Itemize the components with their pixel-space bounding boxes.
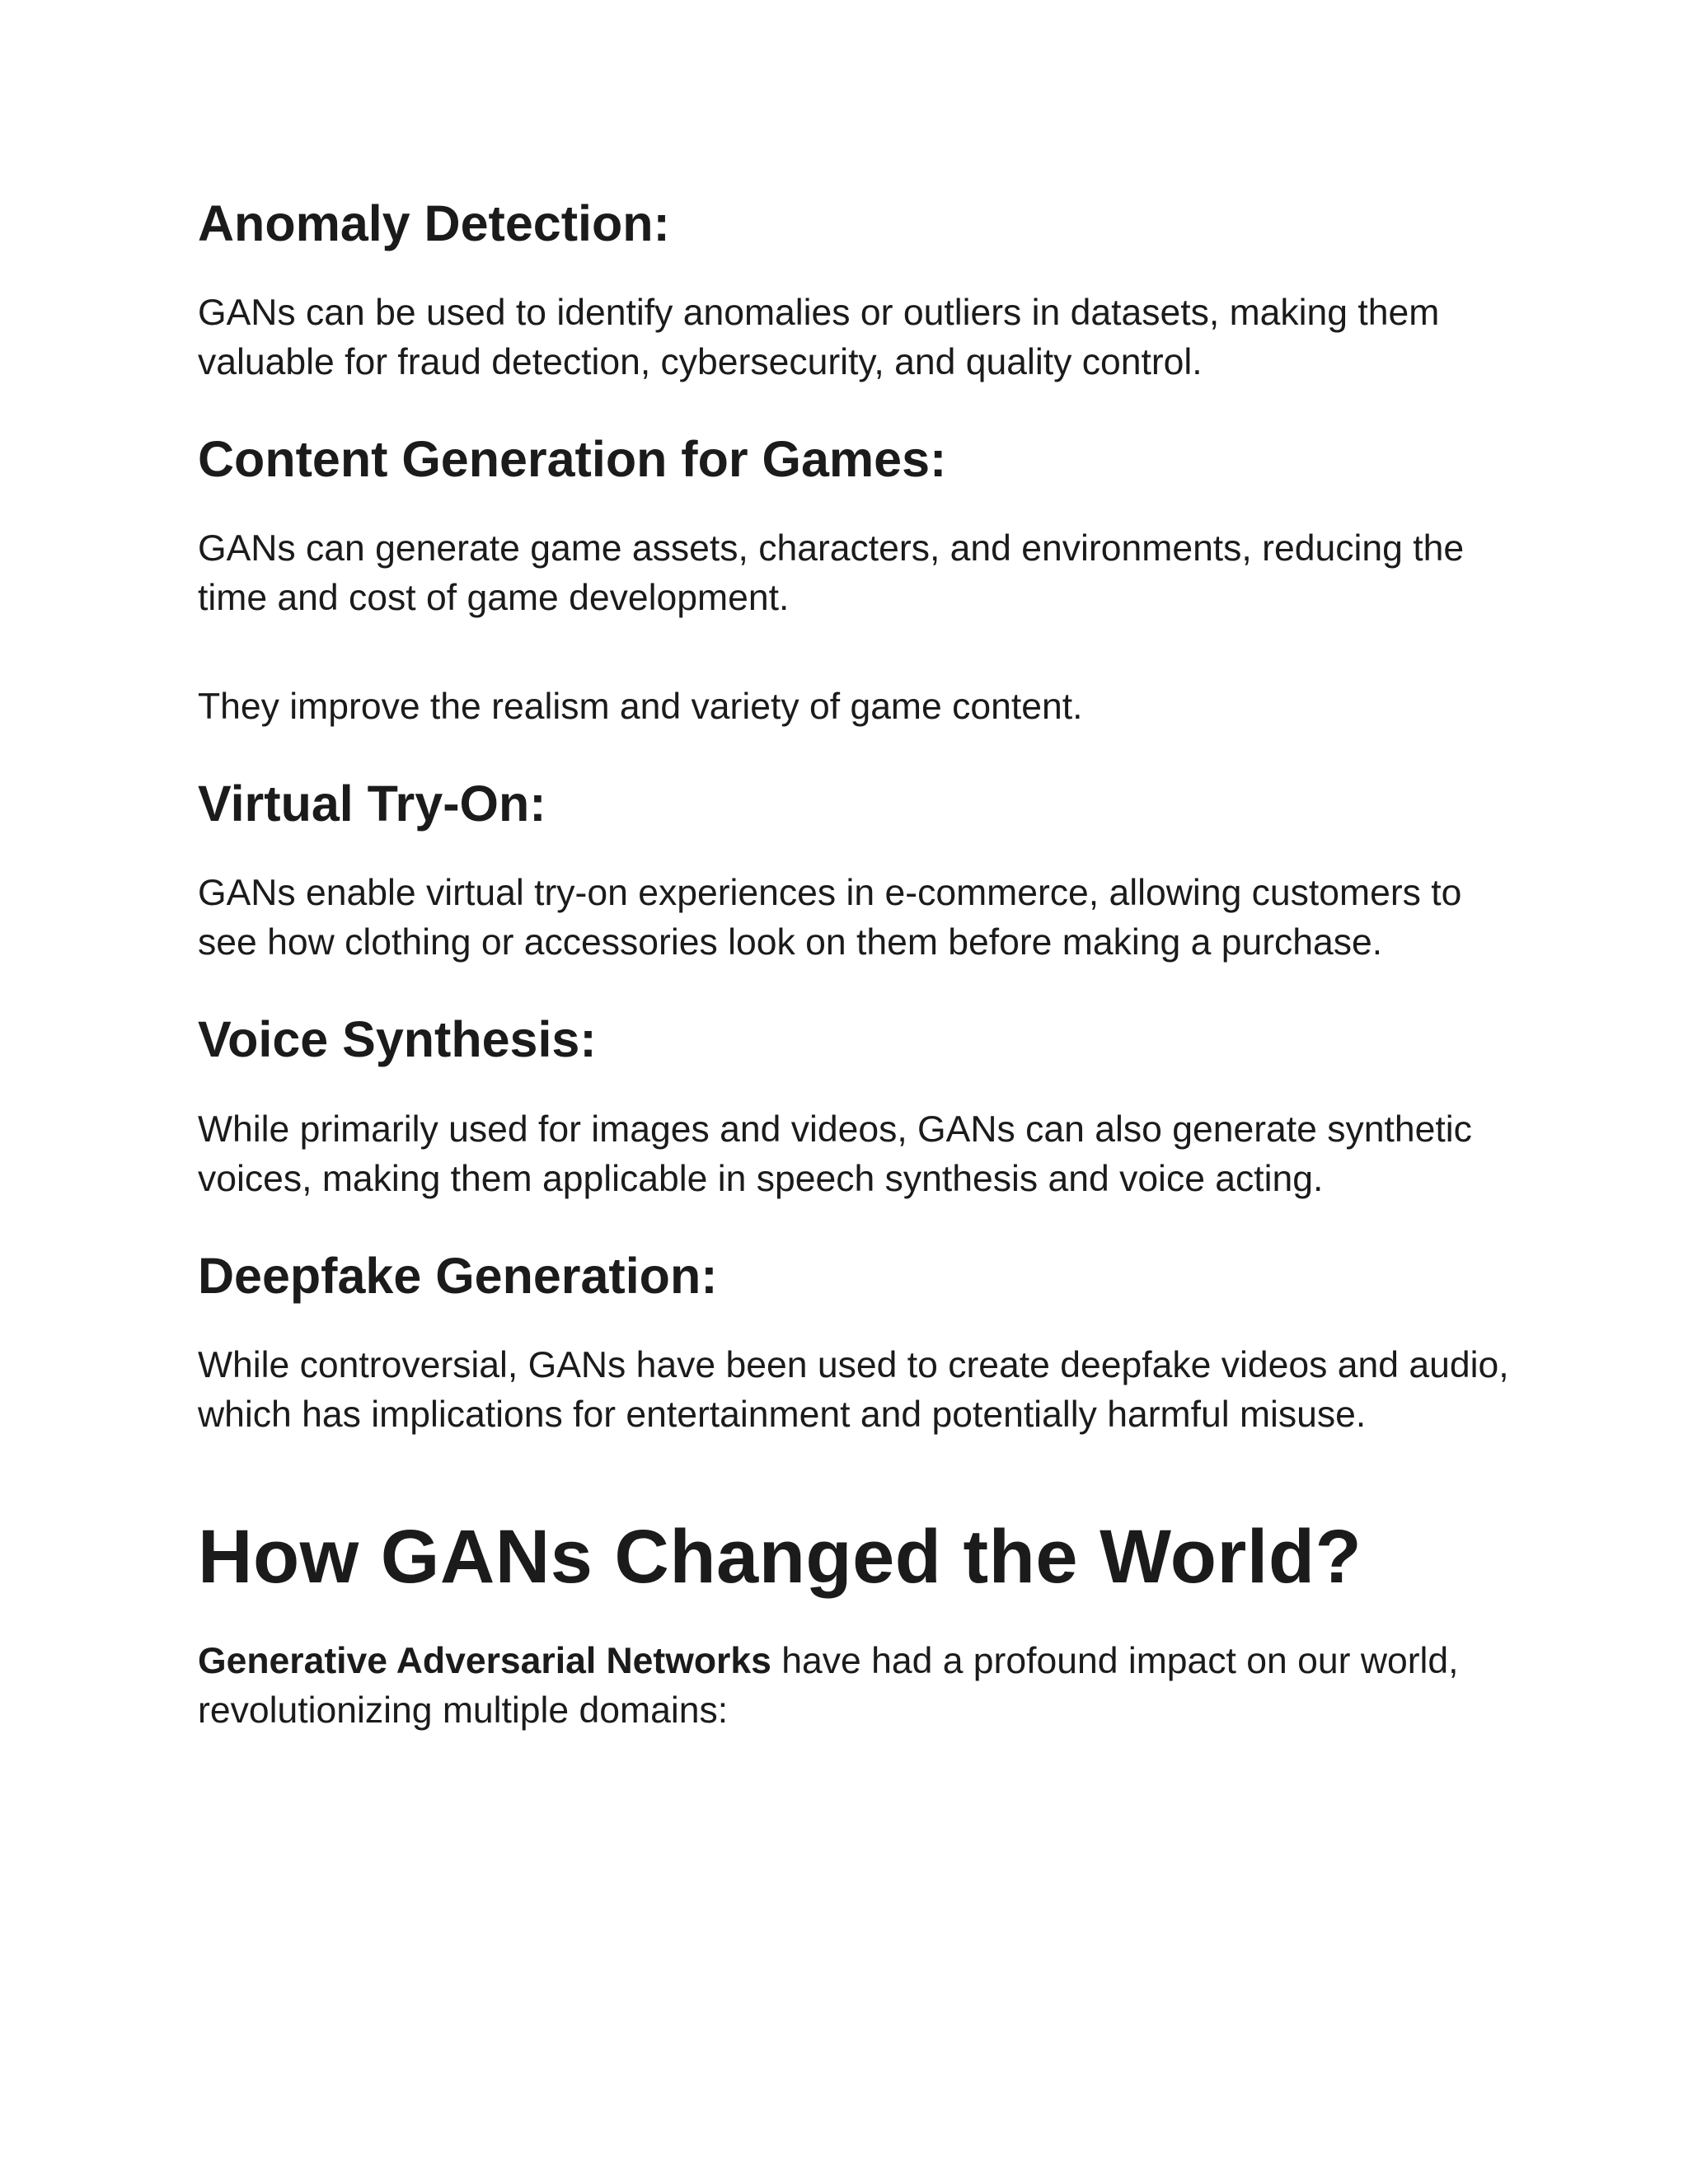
section-heading: Voice Synthesis: — [198, 1011, 597, 1068]
section-paragraph: GANs can be used to identify anomalies or outliers in datasets, making them valuable for fraud detection, cybersecurity, and quality control. — [198, 293, 1440, 383]
section-anomaly-detection — [198, 194, 1517, 387]
section-heading: Content Generation for Games: — [198, 431, 947, 488]
section-paragraph: GANs can generate game assets, characters, and environments, reducing the time and cost of game development. — [198, 528, 1465, 619]
section-paragraph: While controversial, GANs have been used to create deepfake videos and audio, which has implications for entertainment and potentially harmful misuse. — [198, 1344, 1509, 1435]
section-heading: Virtual Try-On: — [198, 776, 546, 832]
document-page — [198, 194, 1517, 1736]
section-heading: Anomaly Detection: — [198, 195, 670, 251]
section-paragraph: While primarily used for images and videos, GANs can also generate synthetic voices, making them applicable in speech synthesis and voice acting. — [198, 1108, 1472, 1199]
section-voice-synthesis — [198, 1010, 1517, 1203]
section-heading: Deepfake Generation: — [198, 1247, 718, 1304]
intro-text: have had a profound impact on our world, revolutionizing multiple domains: — [198, 1640, 1459, 1731]
section-paragraph: They improve the realism and variety of game content. — [198, 687, 1083, 728]
section-content-generation-games — [198, 430, 1517, 732]
section-paragraph: GANs enable virtual try-on experiences in e-commerce, allowing customers to see how clothing or accessories look on them before making a purchase. — [198, 873, 1462, 963]
chapter-intro — [198, 1637, 1517, 1736]
chapter-title: How GANs Changed the World? — [198, 1514, 1362, 1599]
section-deepfake-generation — [198, 1247, 1517, 1440]
section-virtual-try-on — [198, 775, 1517, 968]
intro-bold-term: Generative Adversarial Networks — [198, 1640, 771, 1681]
